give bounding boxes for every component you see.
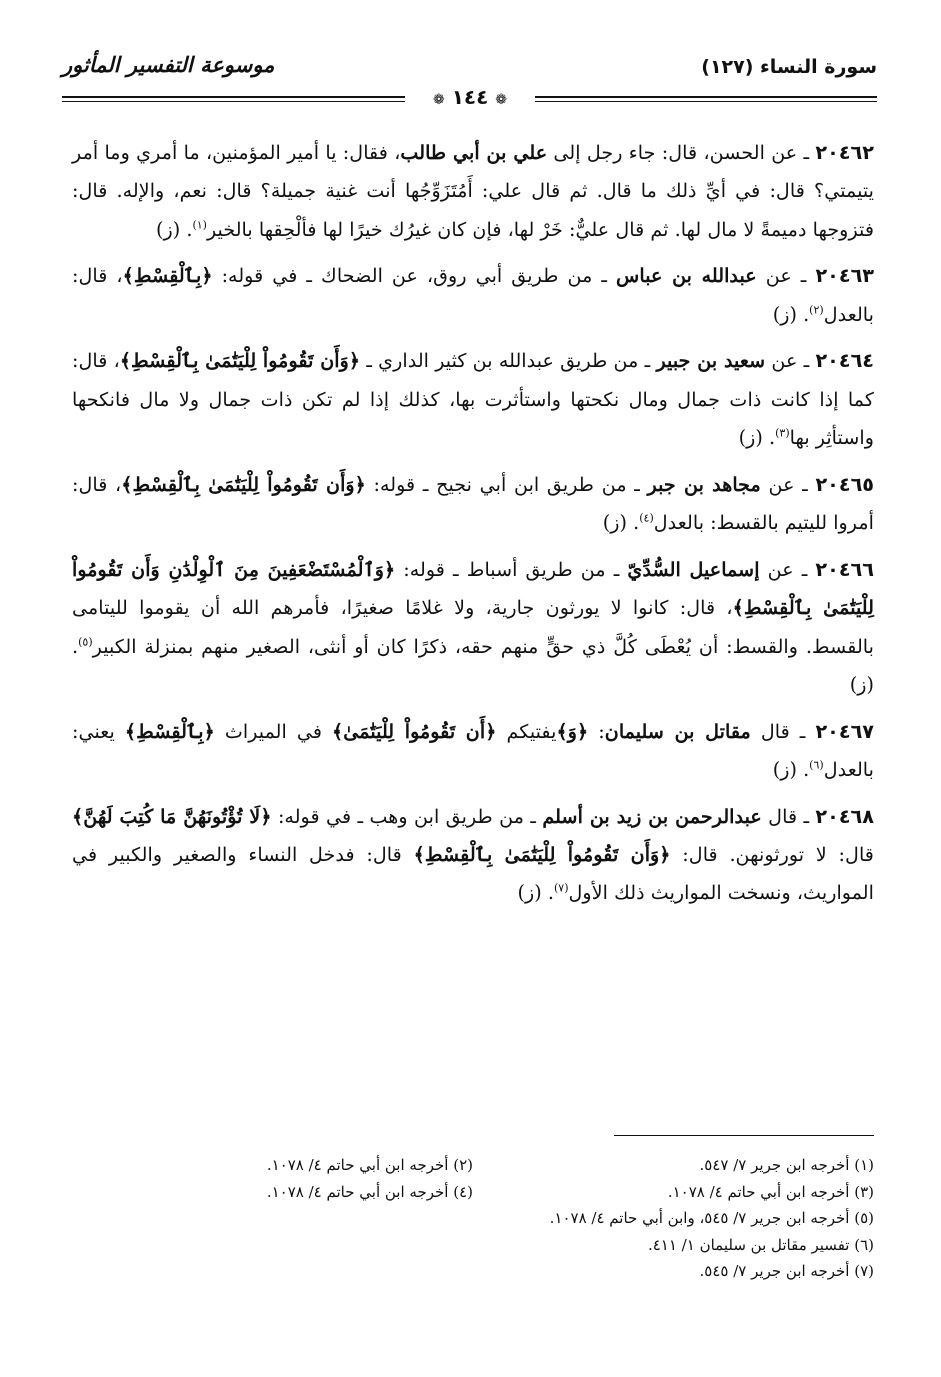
footnote-ref: (٢)	[809, 303, 824, 317]
ornament-icon: ❁	[432, 92, 445, 108]
entry-number: ٢٠٤٦٢	[815, 141, 874, 164]
entry-text: ـ عن الحسن، قال: جاء رجل إلى	[547, 141, 810, 164]
source-mark: . (ز)	[738, 426, 776, 450]
source-mark: . (ز)	[602, 511, 640, 535]
footnote-row	[72, 1179, 874, 1206]
narrator-name: عبدالله بن عباس	[615, 264, 757, 288]
footnote-ref: (٦)	[809, 758, 824, 772]
entry-text: ـ قال	[761, 804, 810, 828]
entry-number: ٢٠٤٦٥	[815, 472, 874, 496]
footnote-1: (١) أخرجه ابن جرير ٧/ ٥٤٧.	[699, 1156, 874, 1174]
entry-text: ـ من طريق ابن أبي نجيح ـ قوله:	[365, 472, 648, 496]
entry-number: ٢٠٤٦٦	[815, 557, 874, 581]
entry-20468	[72, 798, 874, 913]
footnote-4: (٤) أخرجه ابن أبي حاتم ٤/ ١٠٧٨.	[266, 1182, 473, 1201]
footnote-separator	[614, 1135, 874, 1136]
page-number: ١٤٤	[451, 85, 489, 109]
entry-text: ، قال: بالعدل	[72, 264, 874, 326]
narrator-name: مجاهد بن جبر	[647, 472, 761, 496]
quran-quote: ﴿أَن تَقُومُواْ لِلْيَتَٰمَىٰ﴾	[332, 719, 497, 743]
entry-text: ـ عن	[756, 264, 807, 288]
entry-text: ، قال: كانوا لا يورثون جارية، ولا غلامًا صغيرًا، فأمرهم الله أن يقوموا لليتامى بالقسط. والقسط: أن يُعْطَى كُلَّ ذي حقٍّ منهم حقه، ذكرًا كان أو أنثى، الصغير منهم بمنزلة الكبير	[72, 596, 874, 658]
narrator-name: عبدالرحمن بن زيد بن أسلم	[542, 804, 762, 828]
page-number-ornament	[405, 84, 535, 110]
quran-quote: ﴿وَ﴾	[556, 719, 589, 743]
surah-heading: سورة النساء (١٢٧)	[701, 56, 877, 78]
narrator-name: إسماعيل السُّدِّيّ	[627, 557, 760, 581]
footnote-2: (٢) أخرجه ابن أبي حاتم ٤/ ١٠٧٨.	[266, 1156, 473, 1174]
entry-number: ٢٠٤٦٧	[815, 719, 874, 743]
entry-text: :	[588, 719, 605, 743]
entry-text: ـ قال	[750, 719, 806, 743]
entry-20465	[72, 466, 874, 543]
entry-text: ، فقال: يا أمير المؤمنين، ما أمري وما أمر يتيمتي؟ قال: في أيِّ ذلك ما قال. ثم قال علي: أَمُتَزَوِّجُها أنت غنية جميلة؟ قال: نعم، والإله. قال: فتزوجها دميمةً لا مال لها. ثم قال عليٌّ: خَرْ لها، فإن كان غيرُك خيرًا لها فألْحِقها بالخير	[72, 141, 874, 241]
entry-20466	[72, 551, 874, 704]
entry-text: ـ عن	[765, 349, 810, 373]
narrator-name: مقاتل بن سليمان	[604, 719, 751, 743]
source-mark: . (ز)	[517, 881, 554, 905]
entry-20463	[72, 257, 874, 334]
footnote-5: (٥) أخرجه ابن جرير ٧/ ٥٤٥، وابن أبي حاتم ٤/ ١٠٧٨.	[549, 1209, 874, 1227]
entry-text: يفتيكم	[496, 719, 557, 743]
source-mark: . (ز)	[772, 757, 810, 781]
entry-number: ٢٠٤٦٤	[815, 349, 874, 373]
quran-quote: ﴿وَٱلْمُسْتَضْعَفِينَ مِنَ ٱلْوِلْدَٰنِ وَأَن تَقُومُواْ لِلْيَتَٰمَىٰ بِٱلْقِسْطِ﴾	[72, 557, 874, 620]
source-mark: . (ز)	[772, 302, 810, 326]
entry-text: قال: لا تورثونهن. قال:	[670, 843, 874, 867]
ornament-icon: ❁	[495, 92, 508, 108]
book-title: موسوعة التفسير المأثور	[62, 52, 275, 77]
main-text	[72, 134, 874, 921]
entry-number: ٢٠٤٦٣	[815, 264, 874, 288]
footnote-6: (٦) تفسير مقاتل بن سليمان ١/ ٤١١.	[647, 1235, 874, 1254]
entry-text: قال: فدخل النساء والصغير والكبير في المواريث، ونسخت المواريث ذلك الأول	[72, 843, 874, 905]
source-mark: . (ز)	[156, 217, 193, 241]
entry-number: ٢٠٤٦٨	[815, 804, 874, 828]
entry-20462	[72, 134, 874, 249]
narrator-name: علي بن أبي طالب	[400, 141, 548, 164]
entry-text: ـ من طريق عبدالله بن كثير الداري ـ	[360, 349, 657, 373]
footnote-ref: (٧)	[553, 881, 569, 895]
entry-text: ـ عن	[760, 472, 808, 496]
footnote-ref: (٤)	[639, 511, 654, 525]
quran-quote: ﴿لَا تُؤْتُونَهُنَّ مَا كُتِبَ لَهُنَّ﴾	[72, 804, 272, 828]
entry-text: ـ من طريق أبي روق، عن الضحاك ـ في قوله:	[212, 264, 616, 288]
footnote-ref: (٣)	[775, 426, 790, 440]
quran-quote: ﴿وَأَن تَقُومُواْ لِلْيَتَٰمَىٰ بِٱلْقِسْطِ﴾	[119, 349, 361, 373]
footnote-ref: (٥)	[78, 635, 93, 649]
entry-20464	[72, 342, 874, 457]
quran-quote: ﴿وَأَن تَقُومُواْ لِلْيَتَٰمَىٰ بِٱلْقِسْطِ﴾	[413, 843, 671, 867]
entry-text: ـ من طريق أسباط ـ قوله:	[395, 557, 628, 581]
entry-text: ـ من طريق ابن وهب ـ في قوله:	[271, 804, 543, 828]
source-mark: . (ز)	[72, 634, 874, 696]
footnote-3: (٣) أخرجه ابن أبي حاتم ٤/ ١٠٧٨.	[667, 1182, 874, 1201]
entry-text: ـ عن	[759, 557, 808, 581]
quran-quote: ﴿بِٱلْقِسْطِ﴾	[122, 264, 213, 288]
footnotes	[72, 1152, 874, 1285]
footnote-7: (٧) أخرجه ابن جرير ٧/ ٥٤٥.	[699, 1262, 874, 1280]
quran-quote: ﴿وَأَن تَقُومُواْ لِلْيَتَٰمَىٰ بِٱلْقِسْطِ﴾	[121, 472, 366, 496]
entry-text: يعني: بالعدل	[72, 719, 874, 781]
entry-text: ، قال: أمروا لليتيم بالقسط: بالعدل	[72, 472, 874, 535]
entry-text: ، قال: كما إذا كانت ذات جمال ومال نكحتها واستأثرت بها، كذلك إذا لم تكن ذات جمال ولا مال فانكحها واستأثِر بها	[72, 349, 874, 450]
footnote-ref: (١)	[192, 218, 207, 232]
entry-text: في الميراث	[214, 719, 333, 743]
entry-20467	[72, 713, 874, 790]
narrator-name: سعيد بن جبير	[656, 349, 766, 373]
quran-quote: ﴿بِٱلْقِسْطِ﴾	[124, 719, 215, 743]
footnote-row	[72, 1152, 874, 1179]
